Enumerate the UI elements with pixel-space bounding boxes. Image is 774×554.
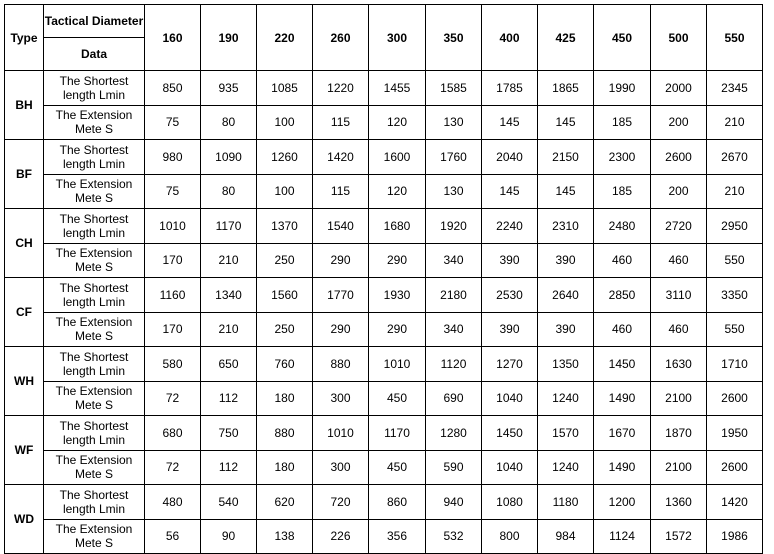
value-cell: 720 xyxy=(313,485,369,520)
table-row xyxy=(5,416,763,451)
value-cell: 250 xyxy=(257,243,313,278)
value-cell: 1124 xyxy=(594,519,651,554)
value-cell: 1490 xyxy=(594,450,651,485)
value-cell: 935 xyxy=(201,71,257,106)
value-cell: 80 xyxy=(201,105,257,140)
value-cell: 340 xyxy=(426,312,482,347)
value-cell: 1350 xyxy=(538,347,594,382)
value-cell: 185 xyxy=(594,105,651,140)
value-cell: 980 xyxy=(145,140,201,175)
value-cell: 1572 xyxy=(651,519,707,554)
diameter-header: 160 xyxy=(145,5,201,71)
value-cell: 1670 xyxy=(594,416,651,451)
value-cell: 1865 xyxy=(538,71,594,106)
value-cell: 2000 xyxy=(651,71,707,106)
value-cell: 72 xyxy=(145,381,201,416)
value-cell: 1180 xyxy=(538,485,594,520)
extension-mete-label: The Extension Mete S xyxy=(44,312,145,347)
value-cell: 460 xyxy=(594,243,651,278)
value-cell: 75 xyxy=(145,105,201,140)
value-cell: 1785 xyxy=(482,71,538,106)
value-cell: 100 xyxy=(257,105,313,140)
diameter-header: 300 xyxy=(369,5,426,71)
table-row xyxy=(5,140,763,175)
value-cell: 1710 xyxy=(707,347,763,382)
value-cell: 650 xyxy=(201,347,257,382)
value-cell: 2040 xyxy=(482,140,538,175)
value-cell: 1630 xyxy=(651,347,707,382)
value-cell: 2345 xyxy=(707,71,763,106)
value-cell: 100 xyxy=(257,174,313,209)
value-cell: 390 xyxy=(482,312,538,347)
value-cell: 1920 xyxy=(426,209,482,244)
shortest-length-label: The Shortest length Lmin xyxy=(44,71,145,106)
value-cell: 90 xyxy=(201,519,257,554)
type-label: CH xyxy=(5,209,44,278)
shortest-length-label: The Shortest length Lmin xyxy=(44,485,145,520)
value-cell: 120 xyxy=(369,105,426,140)
value-cell: 170 xyxy=(145,243,201,278)
value-cell: 1420 xyxy=(707,485,763,520)
value-cell: 880 xyxy=(257,416,313,451)
value-cell: 210 xyxy=(201,243,257,278)
value-cell: 1950 xyxy=(707,416,763,451)
value-cell: 1340 xyxy=(201,278,257,313)
value-cell: 290 xyxy=(313,243,369,278)
shortest-length-label: The Shortest length Lmin xyxy=(44,347,145,382)
value-cell: 2720 xyxy=(651,209,707,244)
value-cell: 2240 xyxy=(482,209,538,244)
value-cell: 1010 xyxy=(145,209,201,244)
type-label: WH xyxy=(5,347,44,416)
value-cell: 1080 xyxy=(482,485,538,520)
value-cell: 2100 xyxy=(651,450,707,485)
value-cell: 180 xyxy=(257,450,313,485)
value-cell: 185 xyxy=(594,174,651,209)
diameter-header: 550 xyxy=(707,5,763,71)
diameter-header: 425 xyxy=(538,5,594,71)
value-cell: 2850 xyxy=(594,278,651,313)
value-cell: 620 xyxy=(257,485,313,520)
value-cell: 2640 xyxy=(538,278,594,313)
value-cell: 460 xyxy=(594,312,651,347)
value-cell: 860 xyxy=(369,485,426,520)
table-row xyxy=(5,347,763,382)
extension-mete-label: The Extension Mete S xyxy=(44,381,145,416)
value-cell: 115 xyxy=(313,174,369,209)
value-cell: 1986 xyxy=(707,519,763,554)
diameter-header: 400 xyxy=(482,5,538,71)
value-cell: 1240 xyxy=(538,450,594,485)
shortest-length-label: The Shortest length Lmin xyxy=(44,278,145,313)
value-cell: 200 xyxy=(651,174,707,209)
value-cell: 1600 xyxy=(369,140,426,175)
shortest-length-label: The Shortest length Lmin xyxy=(44,416,145,451)
value-cell: 550 xyxy=(707,243,763,278)
value-cell: 1450 xyxy=(594,347,651,382)
value-cell: 1560 xyxy=(257,278,313,313)
value-cell: 1120 xyxy=(426,347,482,382)
table-row xyxy=(5,381,763,416)
value-cell: 1220 xyxy=(313,71,369,106)
diameter-header: 220 xyxy=(257,5,313,71)
value-cell: 2600 xyxy=(707,381,763,416)
value-cell: 690 xyxy=(426,381,482,416)
table-row xyxy=(5,312,763,347)
table-row xyxy=(5,485,763,520)
value-cell: 2300 xyxy=(594,140,651,175)
value-cell: 1760 xyxy=(426,140,482,175)
value-cell: 138 xyxy=(257,519,313,554)
value-cell: 120 xyxy=(369,174,426,209)
value-cell: 1870 xyxy=(651,416,707,451)
value-cell: 390 xyxy=(538,243,594,278)
value-cell: 480 xyxy=(145,485,201,520)
value-cell: 75 xyxy=(145,174,201,209)
table-row xyxy=(5,243,763,278)
value-cell: 210 xyxy=(707,174,763,209)
value-cell: 800 xyxy=(482,519,538,554)
value-cell: 1010 xyxy=(313,416,369,451)
value-cell: 760 xyxy=(257,347,313,382)
value-cell: 2600 xyxy=(707,450,763,485)
value-cell: 880 xyxy=(313,347,369,382)
table-row xyxy=(5,209,763,244)
value-cell: 1450 xyxy=(482,416,538,451)
value-cell: 1040 xyxy=(482,450,538,485)
value-cell: 940 xyxy=(426,485,482,520)
type-label: WD xyxy=(5,485,44,554)
value-cell: 2480 xyxy=(594,209,651,244)
value-cell: 1420 xyxy=(313,140,369,175)
value-cell: 2310 xyxy=(538,209,594,244)
type-header: Type xyxy=(5,5,44,71)
value-cell: 290 xyxy=(369,312,426,347)
value-cell: 356 xyxy=(369,519,426,554)
value-cell: 1160 xyxy=(145,278,201,313)
shortest-length-label: The Shortest length Lmin xyxy=(44,140,145,175)
value-cell: 180 xyxy=(257,381,313,416)
value-cell: 680 xyxy=(145,416,201,451)
extension-mete-label: The Extension Mete S xyxy=(44,105,145,140)
value-cell: 112 xyxy=(201,381,257,416)
value-cell: 226 xyxy=(313,519,369,554)
value-cell: 130 xyxy=(426,174,482,209)
value-cell: 590 xyxy=(426,450,482,485)
value-cell: 390 xyxy=(538,312,594,347)
value-cell: 1770 xyxy=(313,278,369,313)
value-cell: 2670 xyxy=(707,140,763,175)
type-label: WF xyxy=(5,416,44,485)
value-cell: 3110 xyxy=(651,278,707,313)
value-cell: 1680 xyxy=(369,209,426,244)
value-cell: 130 xyxy=(426,105,482,140)
value-cell: 290 xyxy=(313,312,369,347)
type-label: BF xyxy=(5,140,44,209)
value-cell: 210 xyxy=(707,105,763,140)
value-cell: 300 xyxy=(313,450,369,485)
table-header xyxy=(5,5,763,71)
diameter-header: 450 xyxy=(594,5,651,71)
value-cell: 200 xyxy=(651,105,707,140)
value-cell: 145 xyxy=(538,105,594,140)
diameter-header: 190 xyxy=(201,5,257,71)
value-cell: 1170 xyxy=(369,416,426,451)
value-cell: 1270 xyxy=(482,347,538,382)
value-cell: 1540 xyxy=(313,209,369,244)
value-cell: 1280 xyxy=(426,416,482,451)
extension-mete-label: The Extension Mete S xyxy=(44,450,145,485)
value-cell: 1490 xyxy=(594,381,651,416)
specification-table xyxy=(4,4,763,554)
diameter-header: 350 xyxy=(426,5,482,71)
value-cell: 1090 xyxy=(201,140,257,175)
value-cell: 1200 xyxy=(594,485,651,520)
value-cell: 1455 xyxy=(369,71,426,106)
table-row xyxy=(5,71,763,106)
value-cell: 1930 xyxy=(369,278,426,313)
diameter-header: 260 xyxy=(313,5,369,71)
value-cell: 2180 xyxy=(426,278,482,313)
data-header: Data xyxy=(44,38,145,71)
value-cell: 1585 xyxy=(426,71,482,106)
value-cell: 145 xyxy=(538,174,594,209)
table-body xyxy=(5,71,763,554)
value-cell: 250 xyxy=(257,312,313,347)
value-cell: 532 xyxy=(426,519,482,554)
value-cell: 450 xyxy=(369,450,426,485)
extension-mete-label: The Extension Mete S xyxy=(44,519,145,554)
value-cell: 750 xyxy=(201,416,257,451)
value-cell: 390 xyxy=(482,243,538,278)
table-row xyxy=(5,174,763,209)
value-cell: 2950 xyxy=(707,209,763,244)
extension-mete-label: The Extension Mete S xyxy=(44,174,145,209)
value-cell: 460 xyxy=(651,243,707,278)
value-cell: 2150 xyxy=(538,140,594,175)
value-cell: 145 xyxy=(482,105,538,140)
value-cell: 115 xyxy=(313,105,369,140)
value-cell: 850 xyxy=(145,71,201,106)
value-cell: 170 xyxy=(145,312,201,347)
table-row xyxy=(5,278,763,313)
type-label: CF xyxy=(5,278,44,347)
value-cell: 210 xyxy=(201,312,257,347)
value-cell: 80 xyxy=(201,174,257,209)
value-cell: 1370 xyxy=(257,209,313,244)
value-cell: 1240 xyxy=(538,381,594,416)
value-cell: 984 xyxy=(538,519,594,554)
value-cell: 145 xyxy=(482,174,538,209)
value-cell: 340 xyxy=(426,243,482,278)
table-row xyxy=(5,450,763,485)
value-cell: 1170 xyxy=(201,209,257,244)
table-row xyxy=(5,105,763,140)
value-cell: 2600 xyxy=(651,140,707,175)
shortest-length-label: The Shortest length Lmin xyxy=(44,209,145,244)
value-cell: 1360 xyxy=(651,485,707,520)
value-cell: 1570 xyxy=(538,416,594,451)
tactical-diameter-header: Tactical Diameter xyxy=(44,5,145,38)
type-label: BH xyxy=(5,71,44,140)
value-cell: 450 xyxy=(369,381,426,416)
value-cell: 2530 xyxy=(482,278,538,313)
value-cell: 1990 xyxy=(594,71,651,106)
value-cell: 540 xyxy=(201,485,257,520)
extension-mete-label: The Extension Mete S xyxy=(44,243,145,278)
value-cell: 72 xyxy=(145,450,201,485)
value-cell: 112 xyxy=(201,450,257,485)
value-cell: 550 xyxy=(707,312,763,347)
value-cell: 580 xyxy=(145,347,201,382)
value-cell: 460 xyxy=(651,312,707,347)
value-cell: 1260 xyxy=(257,140,313,175)
value-cell: 1040 xyxy=(482,381,538,416)
value-cell: 300 xyxy=(313,381,369,416)
value-cell: 290 xyxy=(369,243,426,278)
table-row xyxy=(5,519,763,554)
diameter-header: 500 xyxy=(651,5,707,71)
value-cell: 1010 xyxy=(369,347,426,382)
value-cell: 3350 xyxy=(707,278,763,313)
value-cell: 1085 xyxy=(257,71,313,106)
value-cell: 56 xyxy=(145,519,201,554)
value-cell: 2100 xyxy=(651,381,707,416)
